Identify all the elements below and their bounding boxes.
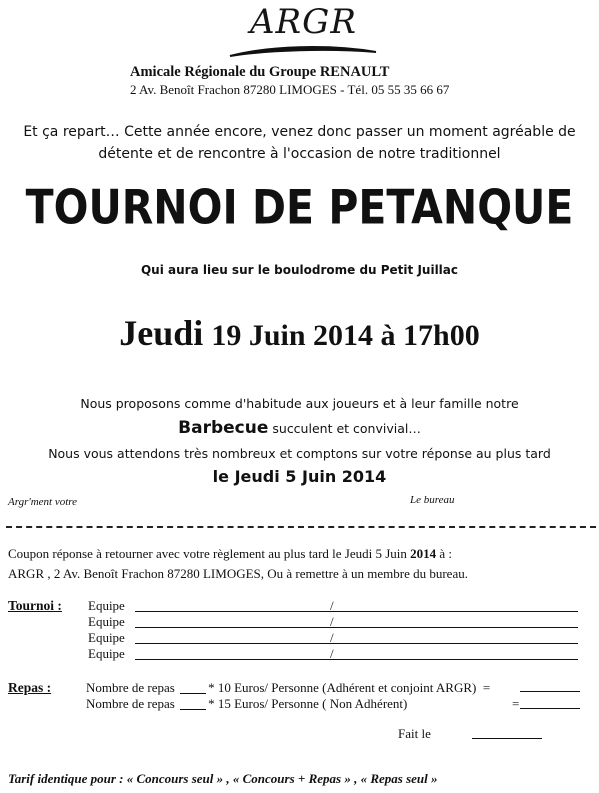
team-name-field[interactable] bbox=[135, 643, 578, 644]
coupon-year: 2014 bbox=[410, 546, 437, 561]
date-field[interactable] bbox=[472, 738, 542, 739]
team-name-field[interactable] bbox=[135, 659, 578, 660]
team-name-field[interactable] bbox=[135, 611, 578, 612]
organization-address: 2 Av. Benoît Frachon 87280 LIMOGES - Tél. 05 55 35 66 67 bbox=[130, 82, 450, 97]
team-row-1[interactable] bbox=[88, 598, 578, 615]
date-label: Fait le bbox=[398, 726, 431, 741]
team-row-2[interactable] bbox=[88, 614, 578, 631]
meal-row-nonmember bbox=[86, 696, 407, 712]
reply-deadline: le Jeudi 5 Juin 2014 bbox=[212, 467, 387, 486]
coupon-suffix: à : bbox=[436, 546, 453, 561]
team-separator: / bbox=[330, 598, 334, 613]
meal-count-label: Nombre de repas bbox=[86, 680, 175, 695]
team-separator: / bbox=[330, 646, 334, 661]
event-location: Qui aura lieu sur le boulodrome du Petit Juillac bbox=[140, 263, 459, 277]
team-label: Equipe bbox=[88, 646, 125, 661]
event-date-rest: 19 Juin 2014 à 17h00 bbox=[211, 319, 480, 352]
team-name-field[interactable] bbox=[135, 627, 578, 628]
intro-line-2: détente et de rencontre à l'occasion de notre traditionnel bbox=[98, 146, 501, 162]
cut-here-divider bbox=[6, 526, 596, 528]
equals-sign: = bbox=[512, 696, 520, 711]
meal-price-member: * 10 Euros/ Personne (Adhérent et conjoint ARGR) bbox=[208, 680, 477, 695]
equals-sign: = bbox=[482, 680, 491, 695]
team-separator: / bbox=[330, 614, 334, 629]
meal-price-nonmember: * 15 Euros/ Personne ( Non Adhérent) bbox=[208, 696, 408, 711]
meal-count-field[interactable] bbox=[180, 709, 206, 710]
meal-total-field-member[interactable] bbox=[520, 691, 580, 692]
team-row-3[interactable] bbox=[88, 630, 578, 647]
event-title: TOURNOI DE PETANQUE bbox=[25, 180, 574, 236]
team-row-4[interactable] bbox=[88, 646, 578, 663]
meal-row-member bbox=[86, 680, 490, 696]
barbecue-word: Barbecue bbox=[178, 418, 269, 438]
tarif-note: Tarif identique pour : « Concours seul » , « Concours + Repas » , « Repas seul » bbox=[8, 771, 438, 786]
barbecue-description: succulent et convivial… bbox=[268, 421, 421, 436]
meal-count-label: Nombre de repas bbox=[86, 696, 175, 711]
tournoi-label: Tournoi : bbox=[8, 598, 62, 613]
argr-logo: ARGR bbox=[250, 2, 357, 42]
repas-label: Repas : bbox=[8, 680, 52, 695]
team-label: Equipe bbox=[88, 614, 125, 629]
proposal-line-3: Nous vous attendons très nombreux et comptons sur votre réponse au plus tard bbox=[48, 446, 551, 461]
proposal-line-2 bbox=[0, 418, 599, 438]
team-label: Equipe bbox=[88, 598, 125, 613]
signature-left: Argr'ment votre bbox=[8, 496, 78, 508]
meal-count-field[interactable] bbox=[180, 693, 206, 694]
coupon-prefix: Coupon réponse à retourner avec votre règlement au plus tard le Jeudi 5 Juin bbox=[8, 546, 411, 561]
team-label: Equipe bbox=[88, 630, 125, 645]
meal-total-field-nonmember[interactable] bbox=[520, 708, 580, 709]
coupon-instructions bbox=[8, 546, 452, 562]
intro-line-1: Et ça repart… Cette année encore, venez donc passer un moment agréable de bbox=[23, 124, 576, 140]
logo-swoosh bbox=[228, 44, 378, 60]
event-day: Jeudi bbox=[119, 313, 204, 353]
team-separator: / bbox=[330, 630, 334, 645]
organization-name: Amicale Régionale du Groupe RENAULT bbox=[130, 64, 390, 80]
coupon-address: ARGR , 2 Av. Benoît Frachon 87280 LIMOGES, Ou à remettre à un membre du bureau. bbox=[8, 566, 468, 581]
event-date bbox=[0, 312, 599, 354]
signature-right: Le bureau bbox=[410, 494, 455, 506]
proposal-line-1: Nous proposons comme d'habitude aux joueurs et à leur famille notre bbox=[80, 396, 519, 411]
